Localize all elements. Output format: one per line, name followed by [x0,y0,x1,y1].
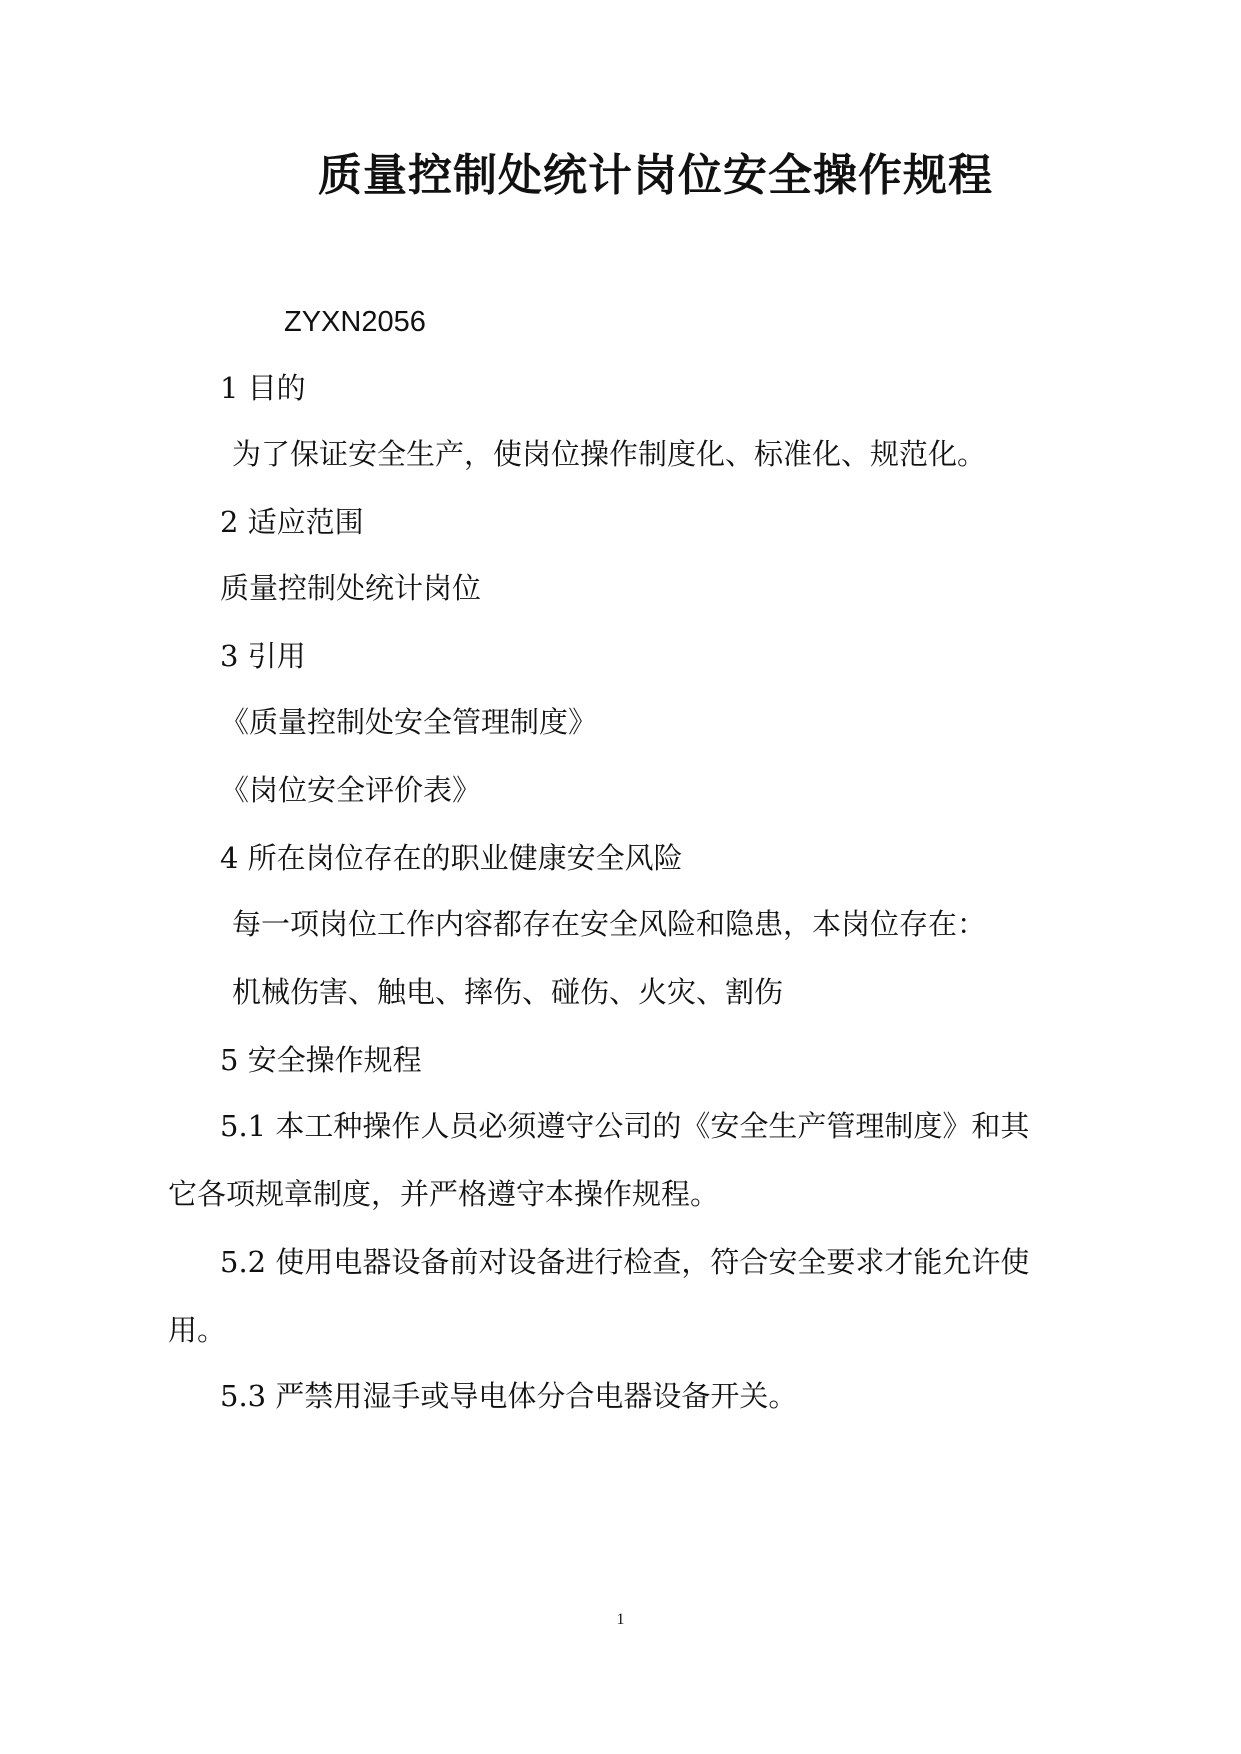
section-2-heading: 2 适应范围 [220,505,364,539]
section-4-heading: 4 所在岗位存在的职业健康安全风险 [220,841,683,875]
document-code: ZYXN2056 [284,306,426,338]
section-3-ref-2: 《岗位安全评价表》 [220,773,482,807]
section-1-body: 为了保证安全生产，使岗位操作制度化、标准化、规范化。 [232,437,987,471]
section-5-heading: 5 安全操作规程 [220,1043,422,1077]
page-number: 1 [616,1611,625,1628]
item-5-3-line-1: 5.3 严禁用湿手或导电体分合电器设备开关。 [220,1379,798,1413]
section-4-body-2: 机械伤害、触电、摔伤、碰伤、火灾、割伤 [232,975,784,1009]
section-3-heading: 3 引用 [220,639,306,673]
section-1-heading: 1 目的 [220,371,306,405]
item-5-2-line-2: 用。 [168,1313,227,1347]
item-5-2-line-1: 5.2 使用电器设备前对设备进行检查，符合安全要求才能允许使 [220,1245,1030,1279]
item-5-1-line-2: 它各项规章制度，并严格遵守本操作规程。 [168,1177,720,1211]
section-3-ref-1: 《质量控制处安全管理制度》 [220,705,598,739]
document-title: 质量控制处统计岗位安全操作规程 [318,150,993,201]
section-4-body-1: 每一项岗位工作内容都存在安全风险和隐患，本岗位存在： [232,907,987,941]
item-5-1-line-1: 5.1 本工种操作人员必须遵守公司的《安全生产管理制度》和其 [220,1109,1030,1143]
section-2-body: 质量控制处统计岗位 [220,571,482,605]
